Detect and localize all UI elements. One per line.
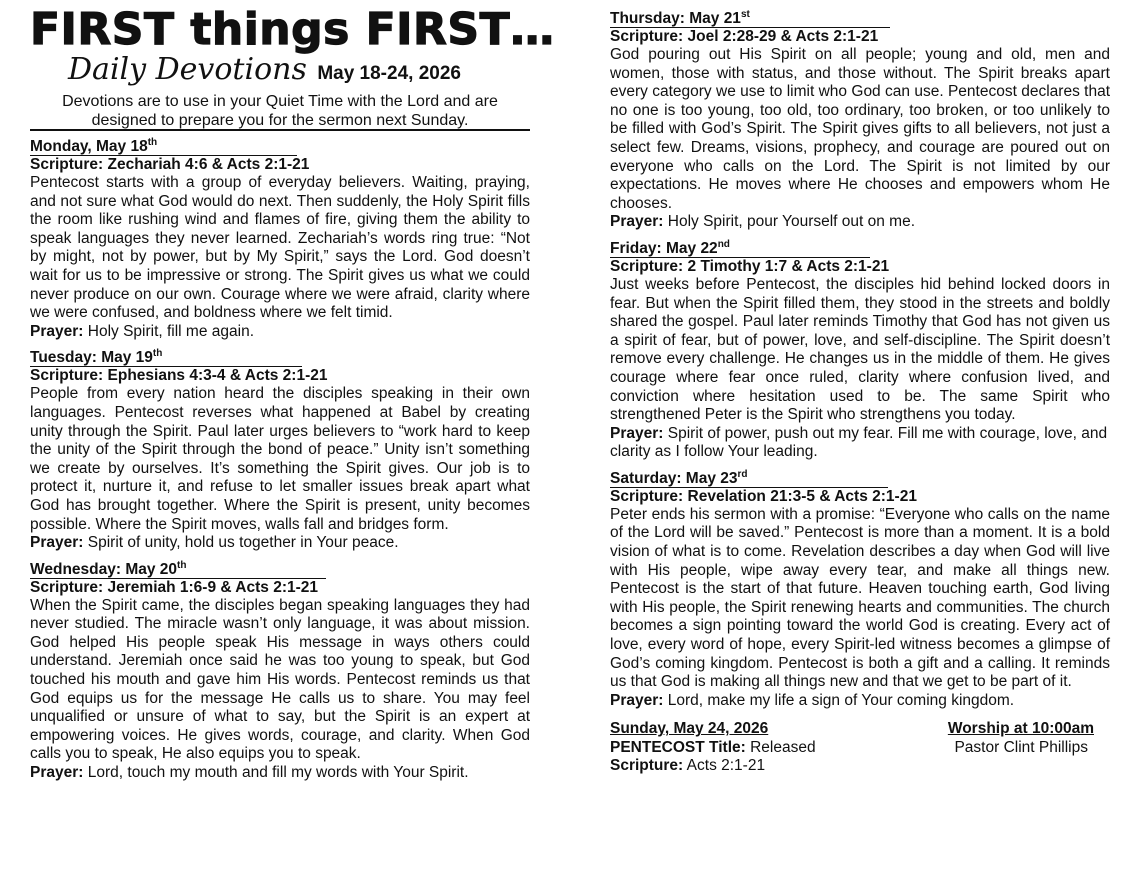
prayer-line: Prayer: Spirit of power, push out my fear. Fill me with courage, love, and clarity as I follow Your leading.: [610, 424, 1108, 461]
prayer-line: Prayer: Holy Spirit, pour Yourself out on me.: [610, 213, 916, 231]
sunday-row-date: [610, 720, 1110, 739]
day-saturday: [610, 470, 1110, 711]
sermon-title: PENTECOST Title: Released: [610, 738, 816, 756]
scripture-reference: Scripture: Ephesians 4:3-4 & Acts 2:1-21: [30, 367, 328, 385]
scripture-reference: Scripture: Revelation 21:3-5 & Acts 2:1-21: [610, 487, 917, 505]
day-heading: Tuesday: May 19th: [30, 349, 302, 367]
day-monday: [30, 138, 530, 341]
devotion-text: When the Spirit came, the disciples began speaking languages they had never studied. The miracle wasn’t only language, it was about mission. God helped His people speak His message in ways others could understand. Jeremiah once said he was too young to speak, but God touched his mouth and gave him His words. Pentecost reminds us that God equips us for the message He calls us to share. You may feel unqualified or unsure of what to say, but the Spirit is an expert at empowering voices. He gives words, courage, and clarity. When God calls you to speak, He also equips you to speak.: [30, 596, 530, 763]
subtitle-line: [68, 52, 461, 87]
sunday-date: Sunday, May 24, 2026: [610, 720, 769, 738]
prayer-line: Prayer: Lord, touch my mouth and fill my words with Your Spirit.: [30, 764, 469, 782]
sunday-worship-block: [610, 720, 1110, 776]
masthead-divider: [30, 129, 530, 131]
scripture-reference: Scripture: Joel 2:28-29 & Acts 2:1-21: [610, 28, 879, 45]
date-range: May 18-24, 2026: [317, 63, 461, 84]
day-friday: [610, 240, 1110, 462]
scripture-reference: Scripture: Jeremiah 1:6-9 & Acts 2:1-21: [30, 578, 319, 596]
devotion-text: Pentecost starts with a group of everyday believers. Waiting, praying, and not sure what God would do next. Then suddenly, the Holy Spirit fills the room like rushing wind and flames of fire, giving them the ability to speak languages they never learned. Zechariah’s words ring true: “Not by might, not by power, but by My Spirit,” says the Lord. God doesn’t wait for us to be impressive or strong. The Spirit gives us what we could never produce on our own. Courage where we were afraid, clarity where we were confused, and boldness where we felt timid.: [30, 174, 530, 322]
day-tuesday: [30, 349, 530, 552]
brand-title: FIRST things FIRST…: [30, 4, 555, 55]
worship-time: Worship at 10:00am: [947, 720, 1094, 738]
devotion-text: Peter ends his sermon with a promise: “Everyone who calls on the name of the Lord will be saved.” Pentecost is more than a moment. It is a bold vision of what is to come. Revelation describes a day when God will live with His people, wipe away every tear, and make all things new. Pentecost is the start of that future. Heaven touching earth, God living with His people, the Spirit renewing hearts and communities. The church becomes a sign pointing toward the world God is creating. Every act of love, every word of hope, every Spirit-led witness becomes a glimpse of God’s coming kingdom. Pentecost is both a gift and a calling. It reminds us that God is making all things new and that we get to be part of it.: [610, 505, 1110, 691]
devotion-text: People from every nation heard the disciples speaking in their own languages. Pentecost reverses what happened at Babel by creating unity through the Spirit. Paul later urges believers to “work hard to keep the unity of the Spirit through the bond of peace.” Unity isn’t something we create by ourselves. It’s something the Spirit gives. Our job is to protect it, nurture it, and refuse to let smaller issues break apart what God has brought together. Where the Spirit is present, unity becomes possible. Where the Spirit moves, walls fall and bridges form.: [30, 385, 530, 533]
scripture-reference: Scripture: 2 Timothy 1:7 & Acts 2:1-21: [610, 257, 890, 275]
prayer-line: Prayer: Spirit of unity, hold us together in Your peace.: [30, 534, 399, 552]
sermon-scripture: Scripture: Acts 2:1-21: [610, 757, 766, 775]
daily-devotions-title: Daily Devotions: [68, 52, 307, 87]
scripture-reference: Scripture: Zechariah 4:6 & Acts 2:1-21: [30, 156, 310, 173]
day-thursday: [610, 10, 1110, 232]
left-column: [30, 0, 555, 791]
day-heading: Wednesday: May 20th: [30, 561, 326, 579]
sunday-row-scripture: [610, 757, 1110, 776]
day-heading: Friday: May 22nd: [610, 240, 870, 258]
day-heading: Thursday: May 21st: [610, 10, 890, 28]
pastor-name: Pastor Clint Phillips: [954, 738, 1088, 756]
right-column: [610, 10, 1110, 776]
day-heading: Monday, May 18th: [30, 138, 297, 156]
prayer-line: Prayer: Lord, make my life a sign of Your coming kingdom.: [610, 691, 1015, 709]
intro-text: Devotions are to use in your Quiet Time with the Lord and are designed to prepare you for the sermon next Sunday.: [62, 93, 498, 129]
devotion-text: Just weeks before Pentecost, the disciples hid behind locked doors in fear. But when the Spirit filled them, they stood in the streets and boldly shared the gospel. Paul later reminds Timothy that God has not given us a spirit of fear, but of power, love, and self-discipline. The Spirit doesn’t remove every challenge. He changes us in the middle of them. He gives courage where fear once ruled, clarity where confusion lived, and conviction where hesitation used to be. The same Spirit who strengthened Peter is the Spirit who strengthens you today.: [610, 275, 1110, 424]
prayer-line: Prayer: Holy Spirit, fill me again.: [30, 322, 255, 340]
devotion-text: God pouring out His Spirit on all people; young and old, men and women, those with status, and those without. The Spirit breaks apart every category we use to limit who God can use. Pentecost declares that no one is too young, too old, too ordinary, too broken, or too unlikely to be filled with God’s Spirit. The Spirit gives gifts to all believers, not just a select few. Dreams, visions, prophecy, and courage are poured out on everyone who calls on the Lord. The Spirit is not limited by our expectations. He moves where He chooses and empowers whom He chooses.: [610, 46, 1110, 212]
day-wednesday: [30, 561, 530, 783]
masthead: [30, 0, 555, 132]
sunday-row-title: [610, 739, 1110, 758]
day-heading: Saturday: May 23rd: [610, 470, 888, 488]
